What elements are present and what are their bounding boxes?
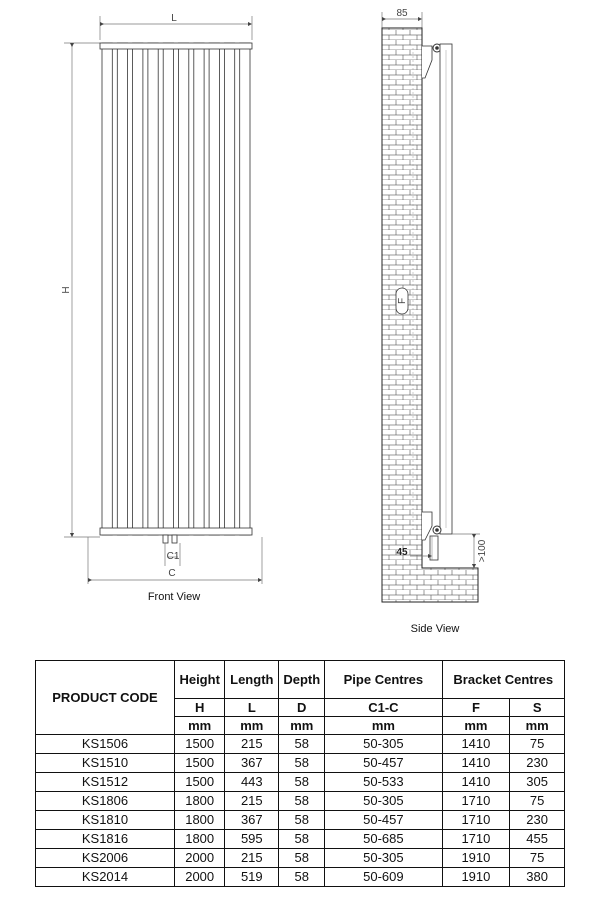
cell-height: 1500 xyxy=(175,754,225,773)
cell-bracket-f: 1710 xyxy=(442,811,510,830)
cell-bracket-f: 1710 xyxy=(442,792,510,811)
header-code-l: L xyxy=(225,699,279,717)
cell-bracket-f: 1910 xyxy=(442,849,510,868)
cell-height: 1800 xyxy=(175,830,225,849)
f-label: F xyxy=(397,297,408,305)
cell-bracket-s: 75 xyxy=(510,735,565,754)
cell-depth: 58 xyxy=(279,811,325,830)
radiator-tube xyxy=(224,43,234,535)
front-view xyxy=(61,13,262,603)
side-view xyxy=(382,8,488,635)
table-row xyxy=(36,830,565,849)
cell-length: 215 xyxy=(225,735,279,754)
f-marker xyxy=(396,288,408,314)
valve-connectors xyxy=(163,535,177,543)
radiator-tube xyxy=(179,43,189,535)
header-unit: mm xyxy=(279,717,325,735)
cell-pipe-centres: 50-457 xyxy=(325,754,442,773)
cell-bracket-s: 380 xyxy=(510,868,565,887)
cell-height: 2000 xyxy=(175,849,225,868)
radiator-tube xyxy=(117,43,127,535)
cell-product-code: KS1512 xyxy=(36,773,175,792)
cell-bracket-s: 305 xyxy=(510,773,565,792)
cell-length: 215 xyxy=(225,849,279,868)
length-label: L xyxy=(171,13,177,24)
table-row xyxy=(36,811,565,830)
cell-length: 519 xyxy=(225,868,279,887)
radiator-tube xyxy=(194,43,204,535)
valve-right xyxy=(172,535,177,543)
cell-height: 1800 xyxy=(175,792,225,811)
front-view-caption: Front View xyxy=(147,591,201,603)
table-row xyxy=(36,735,565,754)
cell-bracket-s: 230 xyxy=(510,754,565,773)
floor-clearance-label: >100 xyxy=(477,539,488,563)
cell-bracket-s: 230 xyxy=(510,811,565,830)
cell-height: 1500 xyxy=(175,735,225,754)
cell-length: 595 xyxy=(225,830,279,849)
radiator-tube xyxy=(133,43,143,535)
cell-pipe-centres: 50-305 xyxy=(325,735,442,754)
header-unit: mm xyxy=(175,717,225,735)
cell-product-code: KS1806 xyxy=(36,792,175,811)
cell-bracket-s: 75 xyxy=(510,849,565,868)
cell-bracket-s: 75 xyxy=(510,792,565,811)
cell-bracket-f: 1410 xyxy=(442,773,510,792)
cell-pipe-centres: 50-457 xyxy=(325,811,442,830)
radiator-tube xyxy=(163,43,173,535)
radiator-tubes xyxy=(100,43,252,535)
c1-label: C1 xyxy=(166,551,180,562)
cell-depth: 58 xyxy=(279,792,325,811)
cell-pipe-centres: 50-305 xyxy=(325,849,442,868)
product-spec-table xyxy=(35,660,565,887)
top-header-bar xyxy=(100,43,252,49)
header-pipe-centres: Pipe Centres xyxy=(325,661,442,699)
header-unit: mm xyxy=(442,717,510,735)
spec-table-body xyxy=(36,735,565,887)
pipe-connection xyxy=(430,536,438,560)
header-product-code: PRODUCT CODE xyxy=(36,661,175,735)
table-row xyxy=(36,792,565,811)
depth-label: 85 xyxy=(396,8,408,19)
cell-depth: 58 xyxy=(279,773,325,792)
cell-pipe-centres: 50-305 xyxy=(325,792,442,811)
cell-pipe-centres: 50-533 xyxy=(325,773,442,792)
cell-bracket-f: 1410 xyxy=(442,754,510,773)
table-row xyxy=(36,849,565,868)
bottom-header-bar xyxy=(100,528,252,535)
cell-depth: 58 xyxy=(279,849,325,868)
radiator-tube xyxy=(209,43,219,535)
cell-length: 443 xyxy=(225,773,279,792)
cell-height: 1800 xyxy=(175,811,225,830)
cell-depth: 58 xyxy=(279,735,325,754)
header-depth: Depth xyxy=(279,661,325,699)
cell-product-code: KS1510 xyxy=(36,754,175,773)
cell-product-code: KS1810 xyxy=(36,811,175,830)
cell-depth: 58 xyxy=(279,754,325,773)
header-bracket-centres: Bracket Centres xyxy=(442,661,564,699)
length-dimension xyxy=(100,13,252,40)
cell-bracket-f: 1710 xyxy=(442,830,510,849)
offset-label: 45 xyxy=(396,547,408,558)
header-code-s: S xyxy=(510,699,565,717)
table-row xyxy=(36,773,565,792)
depth-dimension xyxy=(382,8,422,28)
header-code-h: H xyxy=(175,699,225,717)
cell-length: 367 xyxy=(225,811,279,830)
c-label: C xyxy=(168,568,176,579)
cell-height: 1500 xyxy=(175,773,225,792)
radiator-tube xyxy=(148,43,158,535)
cell-height: 2000 xyxy=(175,868,225,887)
radiator-tube xyxy=(102,43,112,535)
cell-bracket-s: 455 xyxy=(510,830,565,849)
cell-product-code: KS2006 xyxy=(36,849,175,868)
cell-product-code: KS1506 xyxy=(36,735,175,754)
cell-length: 215 xyxy=(225,792,279,811)
cell-depth: 58 xyxy=(279,868,325,887)
cell-pipe-centres: 50-609 xyxy=(325,868,442,887)
floor-clearance-dimension xyxy=(452,534,488,566)
header-unit: mm xyxy=(510,717,565,735)
cell-bracket-f: 1910 xyxy=(442,868,510,887)
cell-depth: 58 xyxy=(279,830,325,849)
cell-length: 367 xyxy=(225,754,279,773)
valve-left xyxy=(163,535,168,543)
cell-product-code: KS1816 xyxy=(36,830,175,849)
header-length: Length xyxy=(225,661,279,699)
height-dimension xyxy=(61,43,100,537)
header-code-c1c: C1-C xyxy=(325,699,442,717)
radiator-tube xyxy=(240,43,250,535)
height-label: H xyxy=(61,286,72,294)
header-unit: mm xyxy=(225,717,279,735)
c1-dimension xyxy=(165,543,180,566)
cell-pipe-centres: 50-685 xyxy=(325,830,442,849)
header-height: Height xyxy=(175,661,225,699)
side-view-caption: Side View xyxy=(410,623,460,635)
header-code-d: D xyxy=(279,699,325,717)
table-row xyxy=(36,754,565,773)
header-code-f: F xyxy=(442,699,510,717)
table-row xyxy=(36,868,565,887)
cell-bracket-f: 1410 xyxy=(442,735,510,754)
top-bracket xyxy=(422,44,441,78)
header-unit: mm xyxy=(325,717,442,735)
cell-product-code: KS2014 xyxy=(36,868,175,887)
